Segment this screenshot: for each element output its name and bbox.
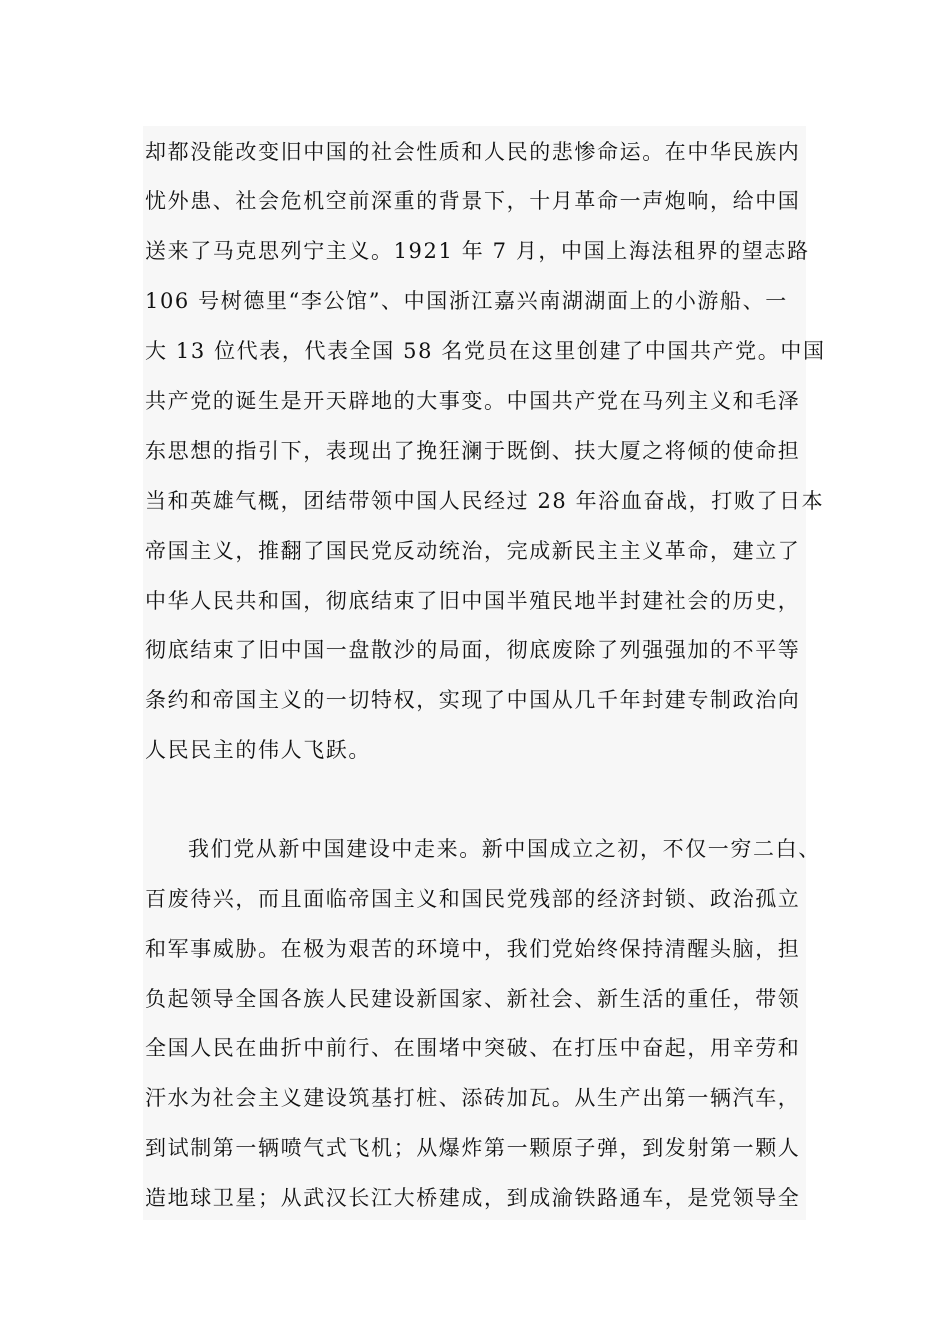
text-line: 中华人民共和国，彻底结束了旧中国半殖民地半封建社会的历史，: [145, 589, 801, 613]
text-line: 共产党的诞生是开天辟地的大事变。中国共产党在马列主义和毛泽: [145, 389, 801, 413]
text-line: 到试制第一辆喷气式飞机；从爆炸第一颗原子弹，到发射第一颗人: [145, 1136, 801, 1160]
text-line: 负起领导全国各族人民建设新国家、新社会、新生活的重任，带领: [145, 987, 801, 1011]
text-line: 和军事威胁。在极为艰苦的环境中，我们党始终保持清醒头脑，担: [145, 937, 801, 961]
text-line: 汗水为社会主义建设筑基打桩、添砖加瓦。从生产出第一辆汽车，: [145, 1086, 801, 1110]
text-line: 人民民主的伟人飞跃。: [145, 738, 371, 762]
text-line: 彻底结束了旧中国一盘散沙的局面，彻底废除了列强强加的不平等: [145, 638, 801, 662]
text-line: 全国人民在曲折中前行、在围堵中突破、在打压中奋起，用辛劳和: [145, 1036, 801, 1060]
text-line: 当和英雄气概，团结带领中国人民经过 28 年浴血奋战，打败了日本: [145, 489, 825, 513]
text-line: 条约和帝国主义的一切特权，实现了中国从几千年封建专制政治向: [145, 688, 801, 712]
text-line: 造地球卫星；从武汉长江大桥建成，到成渝铁路通车，是党领导全: [145, 1186, 801, 1210]
text-line: 送来了马克思列宁主义。1921 年 7 月，中国上海法租界的望志路: [145, 239, 810, 263]
text-line: 百废待兴，而且面临帝国主义和国民党残部的经济封锁、政治孤立: [145, 887, 801, 911]
paragraph-first-line: 我们党从新中国建设中走来。新中国成立之初，不仅一穷二白、: [188, 837, 821, 861]
text-line: 106 号树德里“李公馆”、中国浙江嘉兴南湖湖面上的小游船、一: [145, 289, 788, 313]
text-line: 却都没能改变旧中国的社会性质和人民的悲惨命运。在中华民族内: [145, 140, 801, 164]
text-line: 帝国主义，推翻了国民党反动统治，完成新民主主义革命，建立了: [145, 539, 801, 563]
text-line: 大 13 位代表，代表全国 58 名党员在这里创建了中国共产党。中国: [145, 339, 826, 363]
text-line: 东思想的指引下，表现出了挽狂澜于既倒、扶大厦之将倾的使命担: [145, 439, 801, 463]
text-line: 忧外患、社会危机空前深重的背景下，十月革命一声炮响，给中国: [145, 189, 801, 213]
